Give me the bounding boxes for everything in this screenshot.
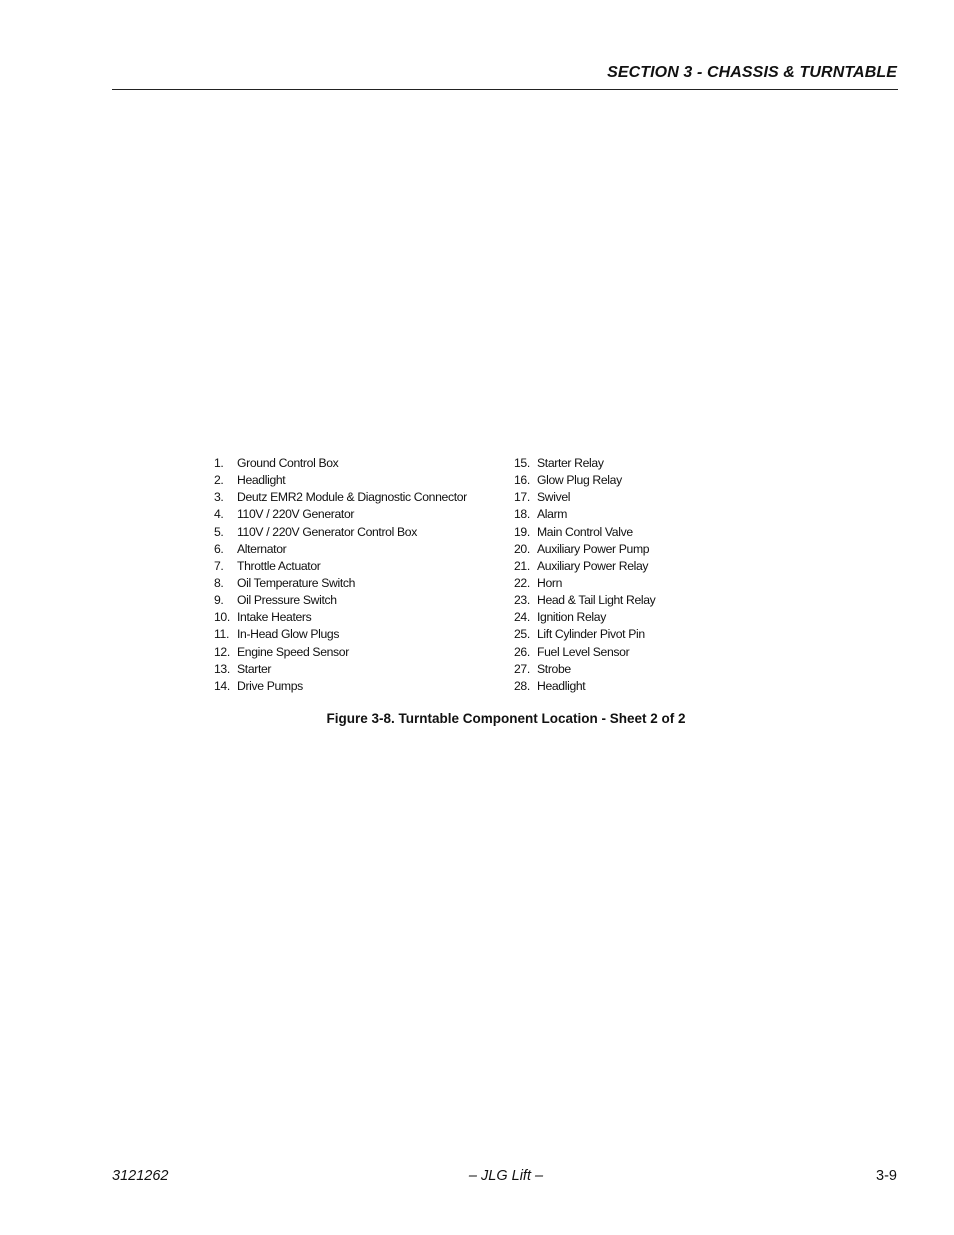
legend-item-number: 10.	[214, 610, 230, 625]
legend-item-number: 21.	[514, 558, 530, 573]
legend-item-number: 19.	[514, 524, 530, 539]
legend-item-number: 6.	[214, 541, 224, 556]
legend-item-label: Alternator	[237, 541, 287, 556]
legend-item-number: 7.	[214, 558, 224, 573]
legend-item-label: Engine Speed Sensor	[237, 644, 349, 659]
legend-item	[514, 472, 714, 489]
legend-item-label: Horn	[537, 575, 563, 590]
section-title: SECTION 3 - CHASSIS & TURNTABLE	[607, 64, 897, 81]
legend-item	[514, 541, 714, 558]
legend-item	[514, 609, 714, 626]
legend-item-number: 14.	[214, 678, 230, 693]
legend-item-number: 2.	[214, 473, 224, 488]
legend-item	[214, 541, 504, 558]
legend-item-number: 26.	[514, 644, 530, 659]
legend-item	[214, 575, 504, 592]
legend-item-number: 27.	[514, 661, 530, 676]
legend-item-number: 11.	[214, 627, 229, 642]
legend-item	[214, 678, 504, 695]
legend-item-number: 1.	[214, 456, 224, 470]
legend-item-number: 22.	[514, 575, 530, 590]
legend-item-label: Glow Plug Relay	[537, 473, 622, 488]
legend-item-number: 15.	[514, 456, 530, 470]
legend-item	[514, 644, 714, 661]
legend-item	[514, 592, 714, 609]
legend-item	[214, 558, 504, 575]
legend-item	[214, 626, 504, 643]
legend-item-label: Oil Temperature Switch	[237, 575, 356, 590]
legend-item-number: 13.	[214, 661, 230, 676]
legend-item-label: Starter	[237, 661, 272, 676]
legend-item-label: Oil Pressure Switch	[237, 593, 337, 608]
legend-item-label: Throttle Actuator	[237, 558, 321, 573]
legend-item-label: In-Head Glow Plugs	[237, 627, 340, 642]
legend-item	[514, 575, 714, 592]
footer-company: – JLG Lift –	[468, 1168, 544, 1184]
legend-item	[214, 592, 504, 609]
legend-item-label: Ground Control Box	[237, 456, 339, 470]
legend-item-label: Headlight	[537, 678, 586, 693]
legend-right-column	[514, 455, 714, 695]
legend-item-label: Alarm	[537, 507, 568, 522]
legend-item	[214, 661, 504, 678]
legend-item-label: Main Control Valve	[537, 524, 633, 539]
legend-item-label: Drive Pumps	[237, 678, 303, 693]
legend-item-label: Strobe	[537, 661, 571, 676]
legend-item-number: 4.	[214, 507, 224, 522]
header-divider	[112, 89, 898, 90]
legend-item-label: Ignition Relay	[537, 610, 606, 625]
legend-item	[214, 489, 504, 506]
legend-item-label: Head & Tail Light Relay	[537, 593, 656, 608]
legend-item	[514, 678, 714, 695]
legend-item-label: Lift Cylinder Pivot Pin	[537, 627, 645, 642]
legend-item-number: 3.	[214, 490, 224, 505]
legend-item	[514, 489, 714, 506]
legend-item-label: Fuel Level Sensor	[537, 644, 630, 659]
legend-item-number: 16.	[514, 473, 530, 488]
legend-item	[514, 455, 714, 472]
legend-item-number: 12.	[214, 644, 230, 659]
legend-item	[514, 558, 714, 575]
legend-item	[514, 524, 714, 541]
legend-item	[214, 506, 504, 523]
legend-item	[514, 626, 714, 643]
legend-item	[214, 455, 504, 472]
legend-item-label: Auxiliary Power Pump	[537, 541, 650, 556]
legend-item-number: 20.	[514, 541, 530, 556]
legend-item-label: Auxiliary Power Relay	[537, 558, 649, 573]
document-number: 3121262	[112, 1168, 169, 1184]
legend-item-label: Deutz EMR2 Module & Diagnostic Connector	[237, 490, 467, 505]
legend-item-number: 9.	[214, 593, 224, 608]
legend-item-number: 18.	[514, 507, 530, 522]
legend-item-number: 25.	[514, 627, 530, 642]
legend-item-label: Intake Heaters	[237, 610, 312, 625]
legend-item	[514, 506, 714, 523]
legend-item	[214, 524, 504, 541]
legend-item-label: Swivel	[537, 490, 571, 505]
legend-item	[214, 472, 504, 489]
legend-item-number: 23.	[514, 593, 530, 608]
legend-item	[214, 644, 504, 661]
legend-item-number: 17.	[514, 490, 530, 505]
figure-caption: Figure 3-8. Turntable Component Location - Sheet 2 of 2	[326, 711, 686, 726]
legend-item-label: 110V / 220V Generator	[237, 507, 355, 522]
legend-item-number: 24.	[514, 610, 530, 625]
legend-left-column	[214, 455, 504, 695]
legend-item-number: 8.	[214, 575, 224, 590]
legend-item-label: 110V / 220V Generator Control Box	[237, 524, 417, 539]
legend-item	[214, 609, 504, 626]
legend-item-number: 28.	[514, 678, 530, 693]
legend-item	[514, 661, 714, 678]
legend-item-label: Starter Relay	[537, 456, 604, 470]
legend-item-number: 5.	[214, 524, 224, 539]
legend-item-label: Headlight	[237, 473, 286, 488]
page-number: 3-9	[876, 1168, 897, 1184]
